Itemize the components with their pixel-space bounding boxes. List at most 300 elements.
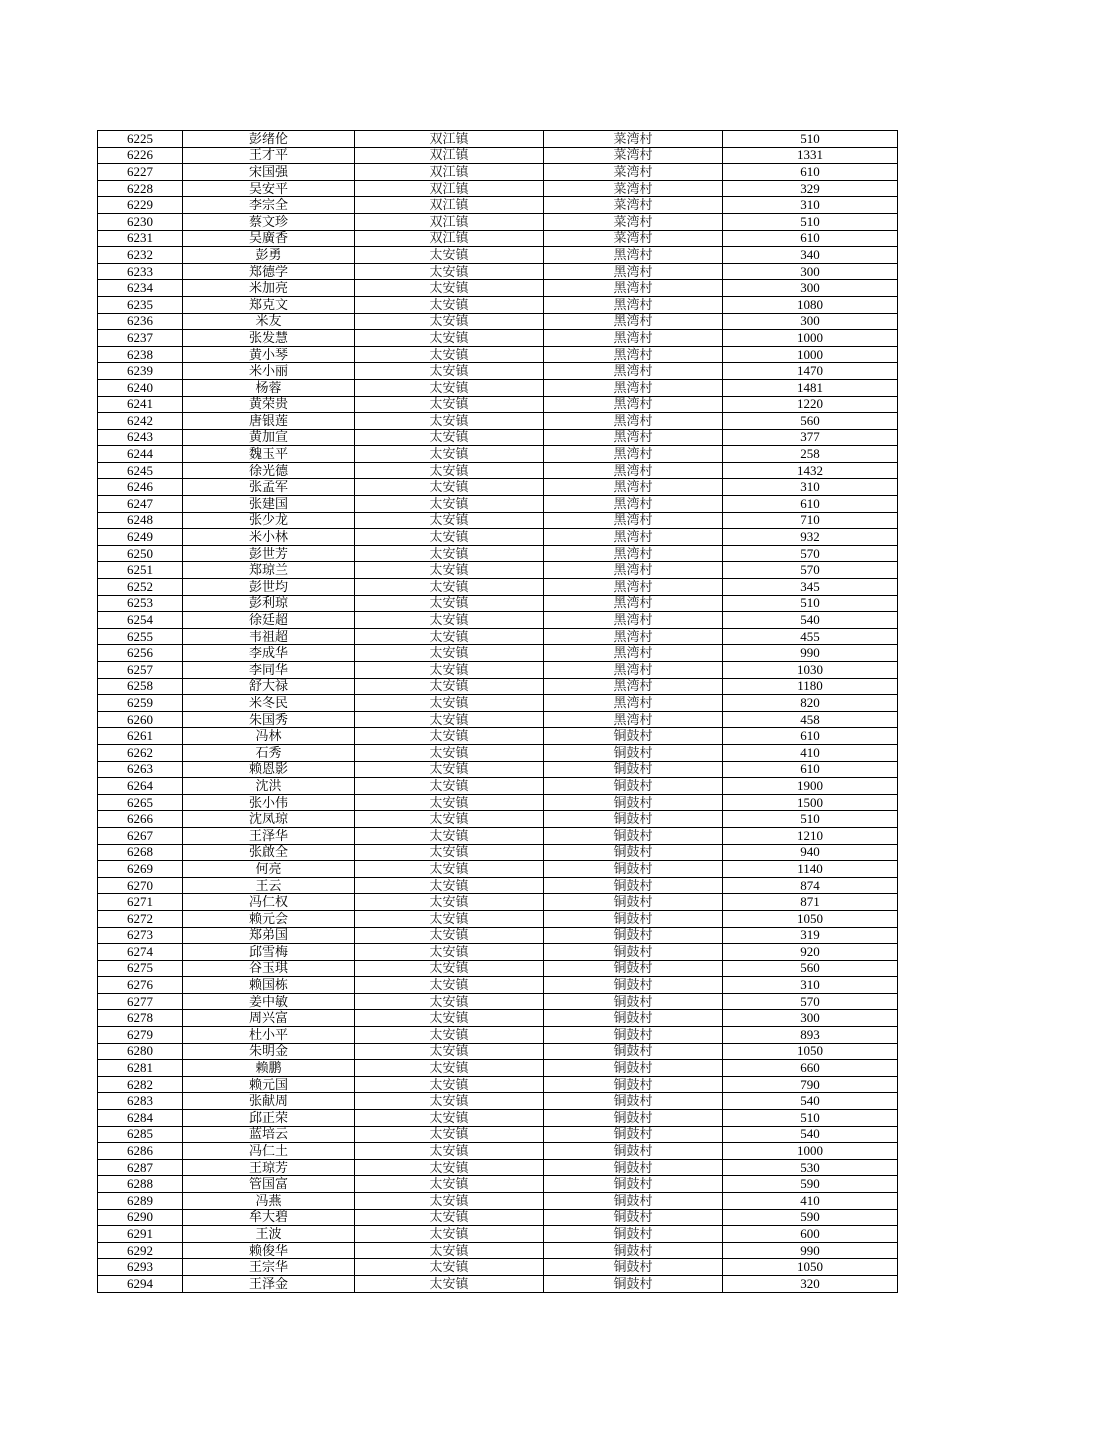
amount-cell: 600	[723, 1226, 898, 1243]
table-row	[98, 944, 898, 961]
table-row	[98, 877, 898, 894]
village-cell: 黑湾村	[544, 396, 723, 413]
person-name-cell: 赖元会	[183, 910, 355, 927]
town-cell: 太安镇	[355, 794, 544, 811]
row-number-cell: 6254	[98, 612, 183, 629]
town-cell: 太安镇	[355, 363, 544, 380]
row-number-cell: 6274	[98, 944, 183, 961]
village-cell: 铜鼓村	[544, 794, 723, 811]
table-row	[98, 1010, 898, 1027]
town-cell: 太安镇	[355, 379, 544, 396]
town-cell: 双江镇	[355, 213, 544, 230]
village-cell: 铜鼓村	[544, 944, 723, 961]
town-cell: 太安镇	[355, 1176, 544, 1193]
person-name-cell: 沈洪	[183, 778, 355, 795]
amount-cell: 319	[723, 927, 898, 944]
village-cell: 铜鼓村	[544, 744, 723, 761]
row-number-cell: 6246	[98, 479, 183, 496]
row-number-cell: 6229	[98, 197, 183, 214]
table-row	[98, 744, 898, 761]
village-cell: 黑湾村	[544, 595, 723, 612]
amount-cell: 510	[723, 213, 898, 230]
row-number-cell: 6227	[98, 164, 183, 181]
person-name-cell: 吴安平	[183, 180, 355, 197]
person-name-cell: 张孟军	[183, 479, 355, 496]
amount-cell: 455	[723, 628, 898, 645]
person-name-cell: 李同华	[183, 662, 355, 679]
town-cell: 太安镇	[355, 778, 544, 795]
row-number-cell: 6262	[98, 744, 183, 761]
person-name-cell: 王波	[183, 1226, 355, 1243]
amount-cell: 300	[723, 1010, 898, 1027]
table-row	[98, 479, 898, 496]
village-cell: 铜鼓村	[544, 910, 723, 927]
village-cell: 黑湾村	[544, 429, 723, 446]
town-cell: 太安镇	[355, 247, 544, 264]
person-name-cell: 王泽金	[183, 1275, 355, 1292]
amount-cell: 570	[723, 562, 898, 579]
amount-cell: 1080	[723, 296, 898, 313]
village-cell: 铜鼓村	[544, 861, 723, 878]
person-name-cell: 舒大禄	[183, 678, 355, 695]
table-row	[98, 678, 898, 695]
table-row	[98, 263, 898, 280]
row-number-cell: 6230	[98, 213, 183, 230]
village-cell: 铜鼓村	[544, 728, 723, 745]
table-row	[98, 1209, 898, 1226]
data-table	[97, 130, 898, 1293]
person-name-cell: 张献周	[183, 1093, 355, 1110]
person-name-cell: 冯仁权	[183, 894, 355, 911]
amount-cell: 510	[723, 811, 898, 828]
village-cell: 菜湾村	[544, 147, 723, 164]
town-cell: 双江镇	[355, 147, 544, 164]
table-row	[98, 379, 898, 396]
village-cell: 黑湾村	[544, 346, 723, 363]
town-cell: 太安镇	[355, 429, 544, 446]
person-name-cell: 黄加宣	[183, 429, 355, 446]
village-cell: 铜鼓村	[544, 1275, 723, 1292]
town-cell: 太安镇	[355, 1259, 544, 1276]
village-cell: 黑湾村	[544, 247, 723, 264]
town-cell: 太安镇	[355, 562, 544, 579]
person-name-cell: 李宗全	[183, 197, 355, 214]
table-row	[98, 1110, 898, 1127]
row-number-cell: 6256	[98, 645, 183, 662]
table-row	[98, 363, 898, 380]
amount-cell: 570	[723, 993, 898, 1010]
town-cell: 太安镇	[355, 396, 544, 413]
person-name-cell: 赖恩影	[183, 761, 355, 778]
person-name-cell: 徐光德	[183, 462, 355, 479]
amount-cell: 610	[723, 728, 898, 745]
row-number-cell: 6284	[98, 1110, 183, 1127]
amount-cell: 1220	[723, 396, 898, 413]
amount-cell: 1331	[723, 147, 898, 164]
row-number-cell: 6273	[98, 927, 183, 944]
town-cell: 太安镇	[355, 529, 544, 546]
table-row	[98, 247, 898, 264]
town-cell: 太安镇	[355, 861, 544, 878]
row-number-cell: 6275	[98, 960, 183, 977]
person-name-cell: 赖元国	[183, 1076, 355, 1093]
amount-cell: 820	[723, 695, 898, 712]
town-cell: 太安镇	[355, 280, 544, 297]
amount-cell: 1050	[723, 1043, 898, 1060]
town-cell: 太安镇	[355, 595, 544, 612]
town-cell: 太安镇	[355, 263, 544, 280]
village-cell: 铜鼓村	[544, 977, 723, 994]
amount-cell: 510	[723, 131, 898, 148]
town-cell: 太安镇	[355, 695, 544, 712]
amount-cell: 710	[723, 512, 898, 529]
person-name-cell: 彭世均	[183, 579, 355, 596]
town-cell: 太安镇	[355, 1226, 544, 1243]
town-cell: 太安镇	[355, 479, 544, 496]
village-cell: 黑湾村	[544, 579, 723, 596]
person-name-cell: 魏玉平	[183, 446, 355, 463]
village-cell: 菜湾村	[544, 213, 723, 230]
table-row	[98, 894, 898, 911]
table-row	[98, 180, 898, 197]
row-number-cell: 6264	[98, 778, 183, 795]
amount-cell: 990	[723, 1242, 898, 1259]
village-cell: 铜鼓村	[544, 1193, 723, 1210]
table-row	[98, 927, 898, 944]
person-name-cell: 韦祖超	[183, 628, 355, 645]
table-row	[98, 1126, 898, 1143]
town-cell: 太安镇	[355, 1126, 544, 1143]
person-name-cell: 何亮	[183, 861, 355, 878]
row-number-cell: 6281	[98, 1060, 183, 1077]
town-cell: 太安镇	[355, 894, 544, 911]
table-row	[98, 1027, 898, 1044]
table-row	[98, 1193, 898, 1210]
village-cell: 菜湾村	[544, 180, 723, 197]
amount-cell: 410	[723, 1193, 898, 1210]
person-name-cell: 彭勇	[183, 247, 355, 264]
row-number-cell: 6289	[98, 1193, 183, 1210]
row-number-cell: 6251	[98, 562, 183, 579]
town-cell: 太安镇	[355, 744, 544, 761]
person-name-cell: 冯仁土	[183, 1143, 355, 1160]
amount-cell: 1000	[723, 346, 898, 363]
town-cell: 双江镇	[355, 230, 544, 247]
person-name-cell: 彭利琼	[183, 595, 355, 612]
village-cell: 铜鼓村	[544, 1060, 723, 1077]
village-cell: 铜鼓村	[544, 1110, 723, 1127]
village-cell: 铜鼓村	[544, 993, 723, 1010]
amount-cell: 590	[723, 1209, 898, 1226]
village-cell: 铜鼓村	[544, 1076, 723, 1093]
amount-cell: 610	[723, 164, 898, 181]
person-name-cell: 赖鹏	[183, 1060, 355, 1077]
town-cell: 太安镇	[355, 1209, 544, 1226]
village-cell: 黑湾村	[544, 413, 723, 430]
row-number-cell: 6235	[98, 296, 183, 313]
row-number-cell: 6285	[98, 1126, 183, 1143]
table-row	[98, 429, 898, 446]
person-name-cell: 王泽华	[183, 827, 355, 844]
table-row	[98, 794, 898, 811]
amount-cell: 1500	[723, 794, 898, 811]
amount-cell: 510	[723, 1110, 898, 1127]
person-name-cell: 张小伟	[183, 794, 355, 811]
amount-cell: 871	[723, 894, 898, 911]
table-row	[98, 1242, 898, 1259]
amount-cell: 610	[723, 230, 898, 247]
row-number-cell: 6294	[98, 1275, 183, 1292]
amount-cell: 560	[723, 960, 898, 977]
table-row	[98, 446, 898, 463]
village-cell: 黑湾村	[544, 479, 723, 496]
table-body	[98, 131, 898, 1293]
table-row	[98, 512, 898, 529]
village-cell: 菜湾村	[544, 131, 723, 148]
amount-cell: 320	[723, 1275, 898, 1292]
table-row	[98, 330, 898, 347]
person-name-cell: 杜小平	[183, 1027, 355, 1044]
village-cell: 黑湾村	[544, 562, 723, 579]
village-cell: 黑湾村	[544, 446, 723, 463]
town-cell: 太安镇	[355, 1110, 544, 1127]
row-number-cell: 6272	[98, 910, 183, 927]
table-row	[98, 977, 898, 994]
town-cell: 太安镇	[355, 1076, 544, 1093]
table-row	[98, 1043, 898, 1060]
row-number-cell: 6292	[98, 1242, 183, 1259]
town-cell: 太安镇	[355, 462, 544, 479]
amount-cell: 560	[723, 413, 898, 430]
row-number-cell: 6225	[98, 131, 183, 148]
row-number-cell: 6293	[98, 1259, 183, 1276]
town-cell: 太安镇	[355, 628, 544, 645]
town-cell: 太安镇	[355, 711, 544, 728]
village-cell: 黑湾村	[544, 695, 723, 712]
table-row	[98, 728, 898, 745]
person-name-cell: 管国富	[183, 1176, 355, 1193]
town-cell: 太安镇	[355, 313, 544, 330]
village-cell: 铜鼓村	[544, 894, 723, 911]
village-cell: 铜鼓村	[544, 1043, 723, 1060]
person-name-cell: 朱国秀	[183, 711, 355, 728]
table-row	[98, 346, 898, 363]
amount-cell: 410	[723, 744, 898, 761]
row-number-cell: 6241	[98, 396, 183, 413]
row-number-cell: 6240	[98, 379, 183, 396]
amount-cell: 920	[723, 944, 898, 961]
amount-cell: 660	[723, 1060, 898, 1077]
person-name-cell: 冯燕	[183, 1193, 355, 1210]
amount-cell: 258	[723, 446, 898, 463]
town-cell: 太安镇	[355, 1242, 544, 1259]
table-row	[98, 579, 898, 596]
village-cell: 铜鼓村	[544, 844, 723, 861]
table-row	[98, 628, 898, 645]
row-number-cell: 6226	[98, 147, 183, 164]
amount-cell: 1470	[723, 363, 898, 380]
person-name-cell: 周兴富	[183, 1010, 355, 1027]
town-cell: 太安镇	[355, 1143, 544, 1160]
person-name-cell: 彭世芳	[183, 545, 355, 562]
amount-cell: 458	[723, 711, 898, 728]
row-number-cell: 6278	[98, 1010, 183, 1027]
person-name-cell: 王才平	[183, 147, 355, 164]
row-number-cell: 6287	[98, 1159, 183, 1176]
town-cell: 太安镇	[355, 662, 544, 679]
person-name-cell: 牟大碧	[183, 1209, 355, 1226]
table-row	[98, 1093, 898, 1110]
town-cell: 太安镇	[355, 512, 544, 529]
person-name-cell: 李成华	[183, 645, 355, 662]
row-number-cell: 6261	[98, 728, 183, 745]
table-row	[98, 844, 898, 861]
amount-cell: 610	[723, 496, 898, 513]
table-row	[98, 1176, 898, 1193]
person-name-cell: 赖俊华	[183, 1242, 355, 1259]
row-number-cell: 6249	[98, 529, 183, 546]
row-number-cell: 6280	[98, 1043, 183, 1060]
town-cell: 太安镇	[355, 1159, 544, 1176]
town-cell: 太安镇	[355, 944, 544, 961]
amount-cell: 1900	[723, 778, 898, 795]
person-name-cell: 彭绪伦	[183, 131, 355, 148]
village-cell: 黑湾村	[544, 529, 723, 546]
row-number-cell: 6231	[98, 230, 183, 247]
village-cell: 黑湾村	[544, 462, 723, 479]
village-cell: 黑湾村	[544, 678, 723, 695]
town-cell: 太安镇	[355, 811, 544, 828]
person-name-cell: 张啟全	[183, 844, 355, 861]
person-name-cell: 米小林	[183, 529, 355, 546]
person-name-cell: 徐廷超	[183, 612, 355, 629]
town-cell: 太安镇	[355, 1027, 544, 1044]
amount-cell: 310	[723, 977, 898, 994]
village-cell: 黑湾村	[544, 545, 723, 562]
person-name-cell: 张发慧	[183, 330, 355, 347]
village-cell: 铜鼓村	[544, 1242, 723, 1259]
amount-cell: 1030	[723, 662, 898, 679]
amount-cell: 1050	[723, 910, 898, 927]
village-cell: 黑湾村	[544, 280, 723, 297]
town-cell: 太安镇	[355, 579, 544, 596]
table-row	[98, 562, 898, 579]
town-cell: 太安镇	[355, 1060, 544, 1077]
person-name-cell: 蓝培云	[183, 1126, 355, 1143]
row-number-cell: 6242	[98, 413, 183, 430]
person-name-cell: 郑琼兰	[183, 562, 355, 579]
table-row	[98, 545, 898, 562]
table-row	[98, 761, 898, 778]
town-cell: 太安镇	[355, 977, 544, 994]
table-row	[98, 910, 898, 927]
row-number-cell: 6250	[98, 545, 183, 562]
village-cell: 黑湾村	[544, 313, 723, 330]
table-row	[98, 1060, 898, 1077]
village-cell: 铜鼓村	[544, 1093, 723, 1110]
table-row	[98, 147, 898, 164]
amount-cell: 790	[723, 1076, 898, 1093]
row-number-cell: 6233	[98, 263, 183, 280]
row-number-cell: 6260	[98, 711, 183, 728]
village-cell: 黑湾村	[544, 645, 723, 662]
amount-cell: 345	[723, 579, 898, 596]
row-number-cell: 6290	[98, 1209, 183, 1226]
person-name-cell: 米友	[183, 313, 355, 330]
row-number-cell: 6253	[98, 595, 183, 612]
village-cell: 铜鼓村	[544, 1226, 723, 1243]
town-cell: 太安镇	[355, 1193, 544, 1210]
person-name-cell: 邱雪梅	[183, 944, 355, 961]
town-cell: 双江镇	[355, 164, 544, 181]
row-number-cell: 6234	[98, 280, 183, 297]
row-number-cell: 6265	[98, 794, 183, 811]
village-cell: 黑湾村	[544, 628, 723, 645]
amount-cell: 310	[723, 197, 898, 214]
table-row	[98, 612, 898, 629]
town-cell: 太安镇	[355, 728, 544, 745]
person-name-cell: 唐银莲	[183, 413, 355, 430]
row-number-cell: 6238	[98, 346, 183, 363]
table-row	[98, 529, 898, 546]
amount-cell: 340	[723, 247, 898, 264]
row-number-cell: 6248	[98, 512, 183, 529]
person-name-cell: 谷玉琪	[183, 960, 355, 977]
village-cell: 铜鼓村	[544, 960, 723, 977]
table-row	[98, 462, 898, 479]
person-name-cell: 赖国栋	[183, 977, 355, 994]
town-cell: 太安镇	[355, 927, 544, 944]
village-cell: 铜鼓村	[544, 1176, 723, 1193]
amount-cell: 990	[723, 645, 898, 662]
village-cell: 黑湾村	[544, 496, 723, 513]
row-number-cell: 6232	[98, 247, 183, 264]
person-name-cell: 米冬民	[183, 695, 355, 712]
village-cell: 铜鼓村	[544, 877, 723, 894]
village-cell: 铜鼓村	[544, 1027, 723, 1044]
town-cell: 太安镇	[355, 346, 544, 363]
village-cell: 铜鼓村	[544, 1143, 723, 1160]
village-cell: 菜湾村	[544, 164, 723, 181]
village-cell: 铜鼓村	[544, 827, 723, 844]
table-row	[98, 230, 898, 247]
row-number-cell: 6283	[98, 1093, 183, 1110]
person-name-cell: 郑德学	[183, 263, 355, 280]
table-row	[98, 960, 898, 977]
row-number-cell: 6270	[98, 877, 183, 894]
row-number-cell: 6268	[98, 844, 183, 861]
village-cell: 铜鼓村	[544, 1259, 723, 1276]
town-cell: 太安镇	[355, 330, 544, 347]
row-number-cell: 6263	[98, 761, 183, 778]
table-row	[98, 197, 898, 214]
amount-cell: 1000	[723, 330, 898, 347]
person-name-cell: 王云	[183, 877, 355, 894]
row-number-cell: 6247	[98, 496, 183, 513]
village-cell: 铜鼓村	[544, 761, 723, 778]
table-row	[98, 213, 898, 230]
table-row	[98, 296, 898, 313]
row-number-cell: 6244	[98, 446, 183, 463]
town-cell: 太安镇	[355, 612, 544, 629]
town-cell: 太安镇	[355, 678, 544, 695]
village-cell: 铜鼓村	[544, 1126, 723, 1143]
row-number-cell: 6258	[98, 678, 183, 695]
person-name-cell: 米小丽	[183, 363, 355, 380]
row-number-cell: 6259	[98, 695, 183, 712]
row-number-cell: 6255	[98, 628, 183, 645]
amount-cell: 1050	[723, 1259, 898, 1276]
